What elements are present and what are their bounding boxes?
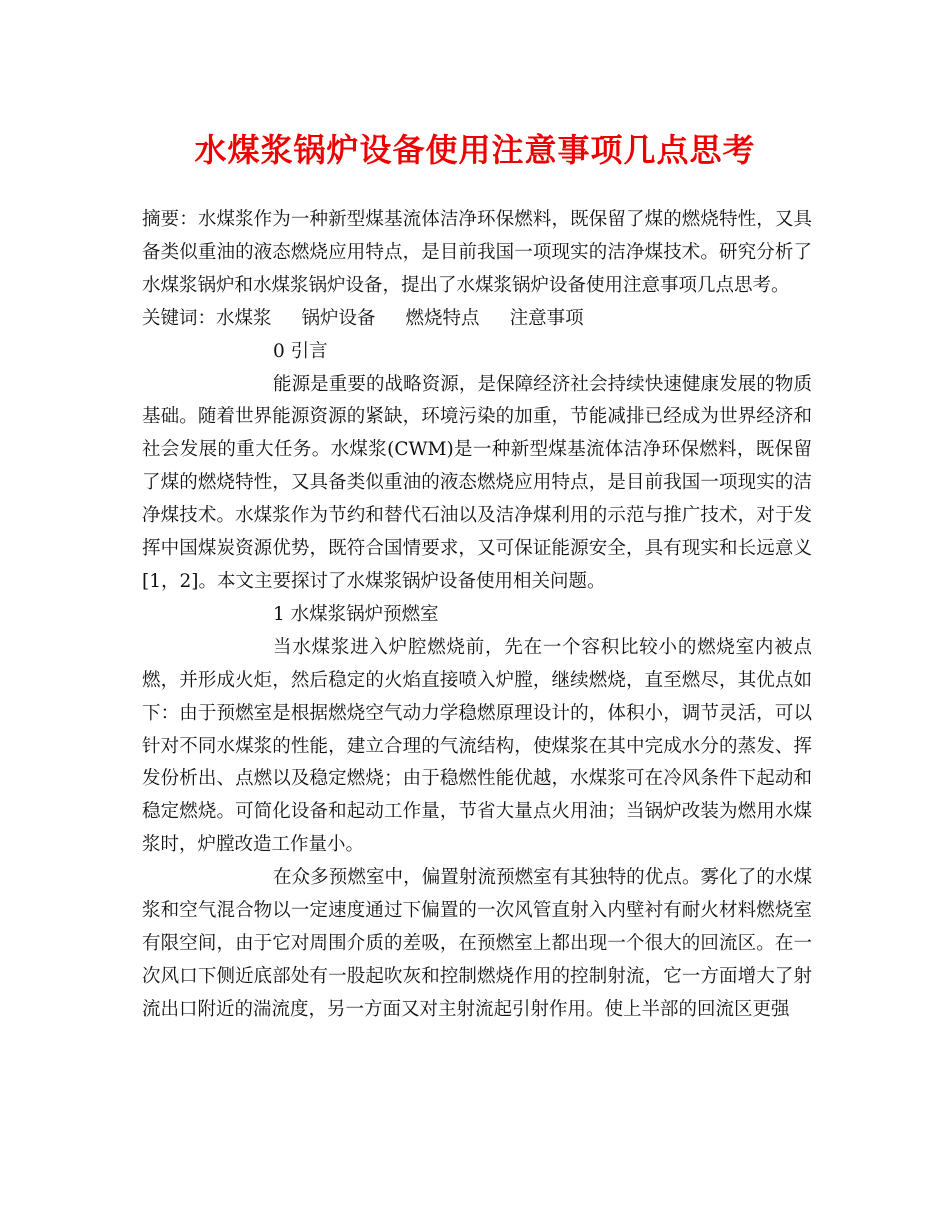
intro-paragraph: 能源是重要的战略资源，是保障经济社会持续快速健康发展的物质基础。随着世界能源资源的紧缺，环境污染的加重，节能减排已经成为世界经济和社会发展的重大任务。水煤浆(CWM)是一种新型煤基流体洁净环保燃料，既保留了煤的燃烧特性，又具备类似重油的液态燃烧应用特点，是目前我国一项现实的洁净煤技术。水煤浆作为节约和替代石油以及洁净煤利用的示范与推广技术，对于发挥中国煤炭资源优势，既符合国情要求，又可保证能源安全，具有现实和长远意义[1，2]。本文主要探讨了水煤浆锅炉设备使用相关问题。: [142, 373, 812, 592]
keyword-item: 注意事项: [509, 307, 584, 329]
keywords-line: [142, 303, 812, 336]
document-body: [142, 204, 812, 1027]
prechamber-paragraph-2: 在众多预燃室中，偏置射流预燃室有其独特的优点。雾化了的水煤浆和空气混合物以一定速度通过下偏置的一次风管直射入内壁衬有耐火材料燃烧室有限空间，由于它对周围介质的差吸，在预燃室上都出现一个很大的回流区。在一次风口下侧近底部处有一股起吹灰和控制燃烧作用的控制射流，它一方面增大了射流出口附近的湍流度，另一方面又对主射流起引射作用。使上半部的回流区更强: [142, 867, 812, 1020]
abstract-paragraph: 摘要：水煤浆作为一种新型煤基流体洁净环保燃料，既保留了煤的燃烧特性，又具备类似重油的液态燃烧应用特点，是目前我国一项现实的洁净煤技术。研究分析了水煤浆锅炉和水煤浆锅炉设备，提出了水煤浆锅炉设备使用注意事项几点思考。: [142, 209, 812, 296]
keyword-item: 水煤浆: [216, 307, 272, 329]
keywords-label: 关键词：: [142, 307, 217, 329]
prechamber-paragraph-1: 当水煤浆进入炉腔燃烧前，先在一个容积比较小的燃烧室内被点燃，并形成火炬，然后稳定的火焰直接喷入炉膛，继续燃烧，直至燃尽，其优点如下：由于预燃室是根据燃烧空气动力学稳燃原理设计的，体积小，调节灵活，可以针对不同水煤浆的性能，建立合理的气流结构，使煤浆在其中完成水分的蒸发、挥发份析出、点燃以及稳定燃烧；由于稳燃性能优越，水煤浆可在冷风条件下起动和稳定燃烧。可简化设备和起动工作量，节省大量点火用油；当锅炉改装为燃用水煤浆时，炉膛改造工作量小。: [142, 636, 812, 856]
keyword-item: 锅炉设备: [301, 307, 376, 329]
section-heading-intro: 0 引言: [273, 340, 328, 362]
section-heading-prechamber: 1 水煤浆锅炉预燃室: [273, 603, 439, 625]
document-title: 水煤浆锅炉设备使用注意事项几点思考: [194, 131, 756, 169]
keyword-item: 燃烧特点: [405, 307, 480, 329]
